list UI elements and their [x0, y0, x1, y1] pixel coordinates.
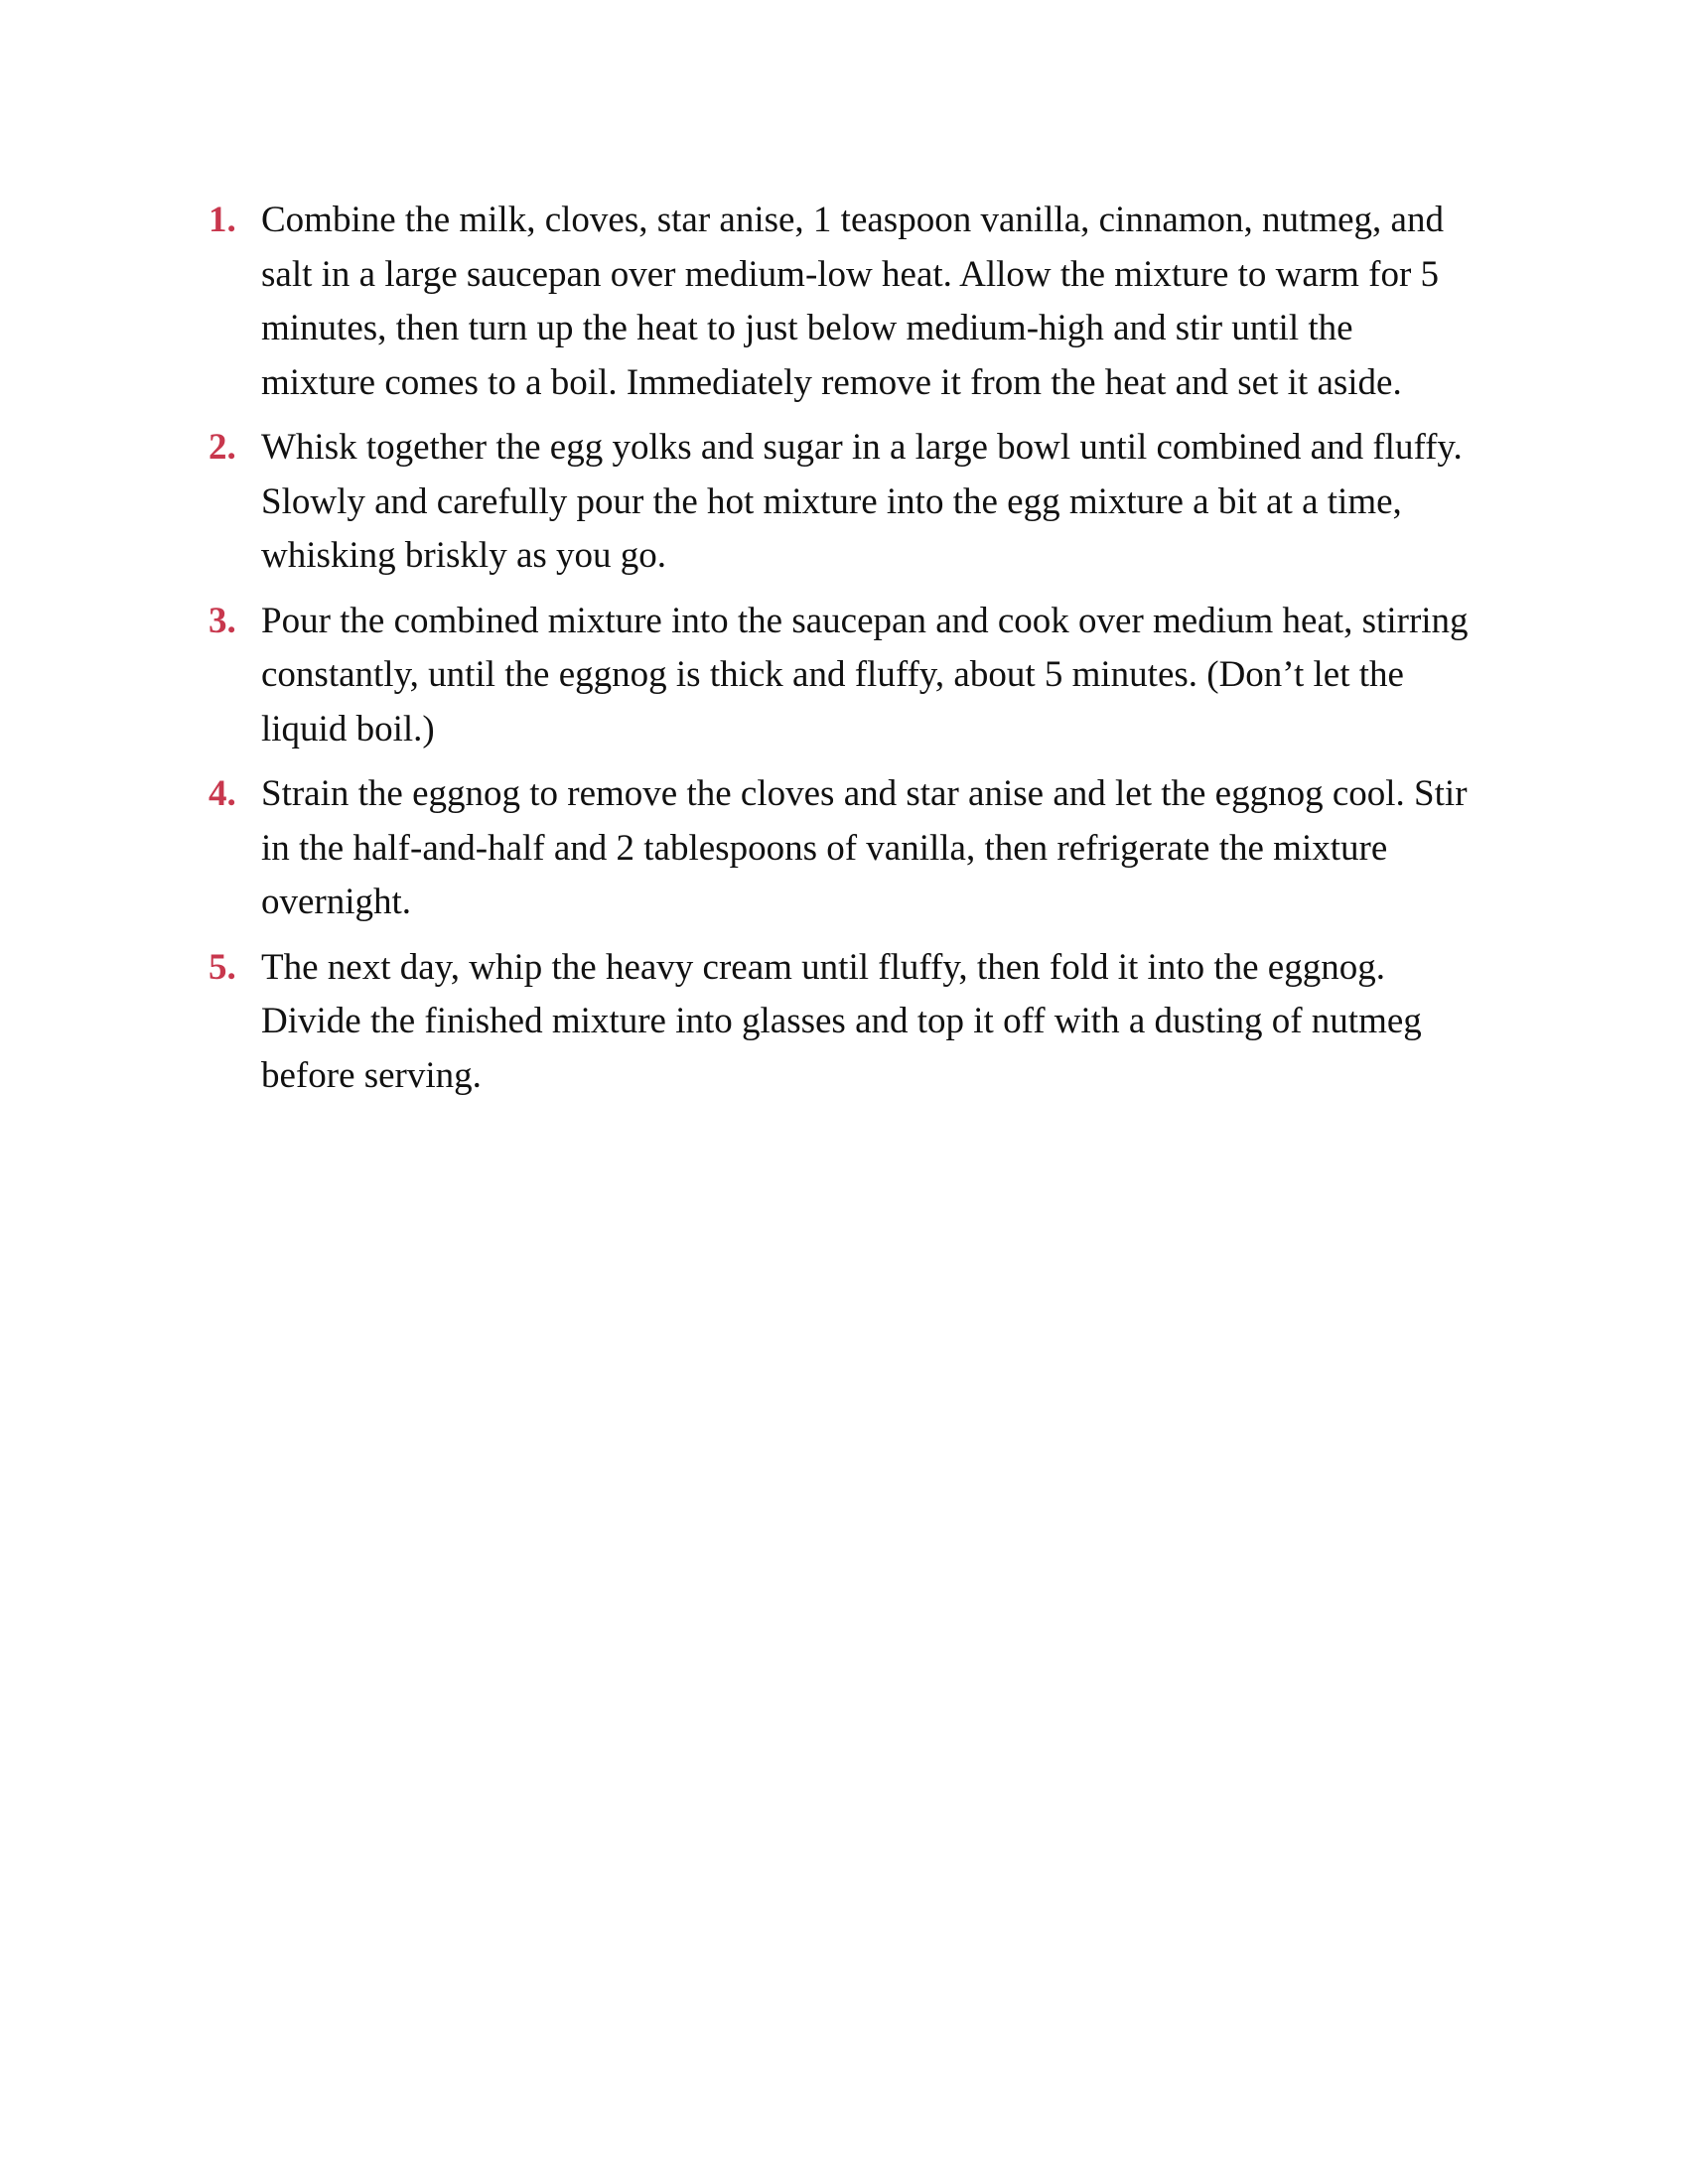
recipe-step — [209, 767, 1470, 930]
step-number: 5. — [209, 946, 236, 988]
step-text: Whisk together the egg yolks and sugar in a large bowl until combined and fluffy. Slowly and carefully pour the hot mixture into the egg mixture a bit at a time, whisking briskly as you go. — [261, 427, 1463, 576]
step-number: 2. — [209, 427, 236, 468]
recipe-step — [209, 941, 1470, 1104]
step-number: 4. — [209, 773, 236, 814]
step-text: Pour the combined mixture into the saucepan and cook over medium heat, stirring constantly, until the eggnog is thick and fluffy, about 5 minutes. (Don’t let the liquid boil.) — [261, 600, 1469, 750]
step-text: Strain the eggnog to remove the cloves and star anise and let the eggnog cool. Stir in the half-and-half and 2 tablespoons of vanilla, then refrigerate the mixture overnight. — [261, 773, 1468, 922]
step-text: The next day, whip the heavy cream until fluffy, then fold it into the eggnog. Divide the finished mixture into glasses and top it off with a dusting of nutmeg before serving. — [261, 946, 1422, 1096]
recipe-step — [209, 194, 1470, 410]
step-text: Combine the milk, cloves, star anise, 1 teaspoon vanilla, cinnamon, nutmeg, and salt in a large saucepan over medium-low heat. Allow the mixture to warm for 5 minutes, then turn up the heat to just below medium-high and stir until the mixture comes to a boil. Immediately remove it from the heat and set it aside. — [261, 200, 1444, 403]
recipe-steps-list — [209, 194, 1470, 1114]
recipe-step — [209, 421, 1470, 584]
step-number: 3. — [209, 600, 236, 641]
recipe-step — [209, 595, 1470, 757]
step-number: 1. — [209, 200, 236, 240]
